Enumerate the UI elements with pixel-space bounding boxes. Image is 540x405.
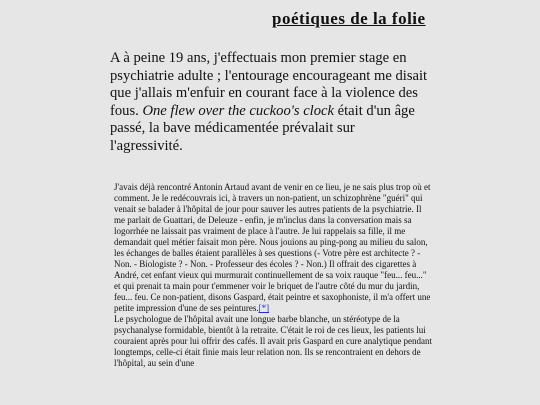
- page-title: poétiques de la folie: [272, 9, 426, 28]
- intro-text-start: A à peine 19 ans, j'effectuais mon premier stage en psychiatrie adulte ; l'entourage encourageant me disait que j'allais m'enfuir en courant face à la violence des fous.: [110, 50, 428, 119]
- intro-paragraph: [110, 50, 430, 155]
- footnote-link[interactable]: [*]: [258, 303, 270, 313]
- intro-text-end: était d'un âge passé, la bave médicamentée prévalait sur l'agressivité.: [110, 102, 415, 154]
- body-paragraph-1-text: J'avais déjà rencontré Antonin Artaud avant de venir en ce lieu, je ne sais plus trop où et comment. Je le redécouvrais ici, à travers un non-patient, un schizophrène "guéri" qui venait se balader à l'hôpital de jour pour sauver les autres patients de la psychiatrie. Il me parlait de Guattari, de Deleuze - enfin, je m'inclus dans la conversation mais sa logorrhée ne laissait pas vraiment de place à l'autre. Je lui rappelais sa fille, il me demandait quel métier faisait mon père. Nous jouions au ping-pong au milieu du salon, les échanges de balles étaient parallèles à ses questions (- Votre père est architecte ? - Non. - Biologiste ? - Non. - Professeur des écoles ? - Non.) Il offrait des cigarettes à André, cet enfant vieux qui murmurait continuellement de sa voix rauque "feu... feu..." et qui prenait ta main pour t'emmener voir le briquet de l'autre côté du mur du jardin, feu... feu. Ce non-patient, disons Gaspard, était peintre et saxophoniste, il m'a offert une petite impression d'une de ses peintures.: [114, 182, 431, 313]
- body-text: [114, 182, 434, 369]
- film-title: One flew over the cuckoo's clock: [142, 102, 334, 119]
- body-paragraph-2: Le psychologue de l'hôpital avait une longue barbe blanche, un stéréotype de la psychanalyse formidable, bientôt à la retraite. C'était le roi de ces lieux, les patients lui couraient après pour lui offrir des cafés. Il avait pris Gaspard en cure analytique pendant longtemps, celle-ci était finie mais leur relation non. Ils se rencontraient en dehors de l'hôpital, au sein d'une: [114, 314, 432, 368]
- body-paragraph-1: [114, 182, 434, 314]
